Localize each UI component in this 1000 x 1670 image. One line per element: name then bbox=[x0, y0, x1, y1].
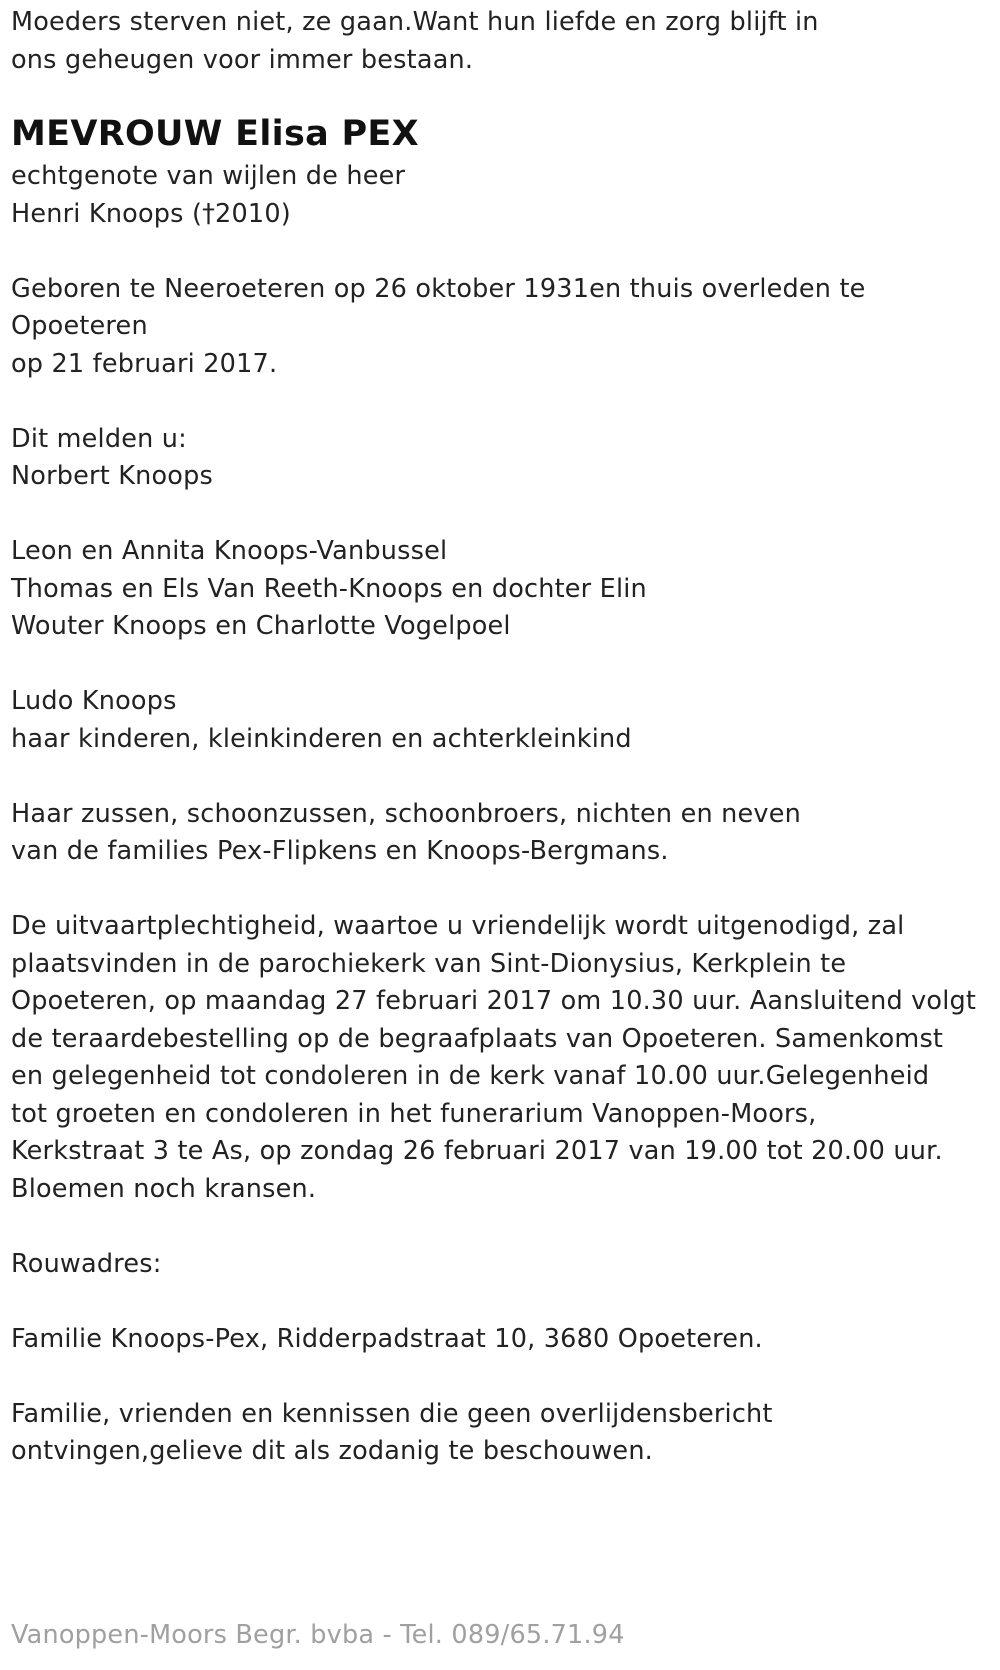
ceremony-line: Opoeteren, op maandag 27 februari 2017 om 10.30 uur. Aansluitend volgt bbox=[11, 986, 977, 1016]
spacer bbox=[11, 646, 991, 684]
spacer bbox=[11, 383, 991, 421]
spacer bbox=[11, 1358, 991, 1396]
ceremony-line: Bloemen noch kransen. bbox=[11, 1173, 317, 1204]
verse-line: ons geheugen voor immer bestaan. bbox=[11, 44, 474, 75]
family-member: Ludo Knoops bbox=[11, 686, 177, 716]
spacer bbox=[11, 758, 991, 796]
ceremony-line: Kerkstraat 3 te As, op zondag 26 februari 2017 van 19.00 tot 20.00 uur. bbox=[11, 1136, 943, 1166]
ceremony-line: De uitvaartplechtigheid, waartoe u vriendelijk wordt uitgenodigd, zal bbox=[11, 911, 905, 941]
verse-line: Moeders sterven niet, ze gaan.Want hun liefde en zorg blijft in bbox=[11, 7, 819, 37]
family-member: Leon en Annita Knoops-Vanbussel bbox=[11, 536, 448, 566]
announcers-intro: Dit melden u: bbox=[11, 423, 187, 454]
deceased-name: MEVROUW Elisa PEX bbox=[11, 114, 419, 154]
spacer bbox=[11, 1283, 991, 1321]
birth-death-line: Opoeteren bbox=[11, 311, 148, 341]
extended-family-line: van de families Pex-Flipkens en Knoops-Bergmans. bbox=[11, 836, 669, 866]
ceremony-line: tot groeten en condoleren in het funerarium Vanoppen-Moors, bbox=[11, 1098, 817, 1129]
ceremony-line: en gelegenheid tot condoleren in de kerk vanaf 10.00 uur.Gelegenheid bbox=[11, 1061, 930, 1091]
funeral-home-footer: Vanoppen-Moors Begr. bvba - Tel. 089/65.71.94 bbox=[11, 1620, 625, 1650]
spacer bbox=[11, 1208, 991, 1246]
birth-death-line: op 21 februari 2017. bbox=[11, 348, 278, 379]
spacer bbox=[11, 233, 991, 271]
closing-line: ontvingen,gelieve dit als zodanig te beschouwen. bbox=[11, 1436, 653, 1466]
ceremony-line: plaatsvinden in de parochiekerk van Sint-Dionysius, Kerkplein te bbox=[11, 948, 847, 979]
relationship-line: haar kinderen, kleinkinderen en achterkleinkind bbox=[11, 723, 632, 754]
birth-death-line: Geboren te Neeroeteren op 26 oktober 1931en thuis overleden te bbox=[11, 273, 866, 304]
obituary-notice bbox=[11, 4, 991, 1471]
extended-family-line: Haar zussen, schoonzussen, schoonbroers, nichten en neven bbox=[11, 798, 801, 829]
closing-line: Familie, vrienden en kennissen die geen overlijdensbericht bbox=[11, 1398, 773, 1429]
spouse-line: echtgenote van wijlen de heer bbox=[11, 161, 406, 191]
family-member: Wouter Knoops en Charlotte Vogelpoel bbox=[11, 611, 511, 641]
spouse-line: Henri Knoops (†2010) bbox=[11, 198, 291, 229]
family-member: Thomas en Els Van Reeth-Knoops en dochter Elin bbox=[11, 573, 647, 604]
ceremony-line: de teraardebestelling op de begraafplaats van Opoeteren. Samenkomst bbox=[11, 1023, 944, 1054]
spacer bbox=[11, 871, 991, 909]
announcer-name: Norbert Knoops bbox=[11, 461, 213, 491]
mourning-address: Familie Knoops-Pex, Ridderpadstraat 10, 3680 Opoeteren. bbox=[11, 1323, 763, 1354]
spacer bbox=[11, 496, 991, 534]
address-label: Rouwadres: bbox=[11, 1248, 162, 1279]
